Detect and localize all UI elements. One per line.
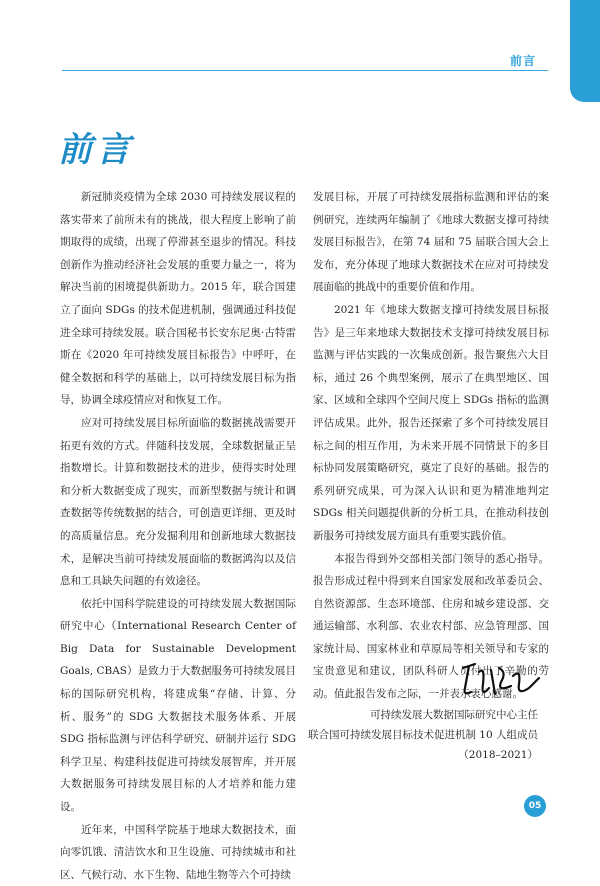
chapter-side-tab — [570, 0, 600, 102]
paragraph: 本报告得到外交部相关部门领导的悉心指导。报告形成过程中得到来自国家发展和改革委员会、自然资源部、生态环境部、住房和城乡建设部、交通运输部、水利部、农业农村部、应急管理部、国家统计局、国家林业和草原局等相关领导和专家的宝贵意见和建议，团队科研人员付出了辛勤的劳动。值此报告发布之际，一并表示衷心感谢。 — [313, 552, 549, 701]
right-column — [313, 186, 549, 706]
paragraph: 发展目标，开展了可持续发展指标监测和评估的案例研究，连续两年编制了《地球大数据支撑可持续发展目标报告》，在第 74 届和 75 届联合国大会上发布，充分体现了地球大数据技术在应对可持续发展面临的挑战中的重要价值和作用。 — [313, 191, 549, 294]
signoff-title: 可持续发展大数据国际研究中心主任 — [370, 709, 538, 721]
running-header: 前言 — [510, 54, 537, 68]
paragraph: 新冠肺炎疫情为全球 2030 可持续发展议程的落实带来了前所未有的挑战，很大程度上影响了前期取得的成绩，出现了停滞甚至退步的情况。科技创新作为推动经济社会发展的重要力量之一，将为解决当前的困境提供新助力。2015 年，联合国建立了面向 SDGs 的技术促进机制，强调通过科技促进全球可持续发展。联合国秘书长安东尼奥·古特雷斯在《2020 年可持续发展目标报告》中呼吁，在健全数据和科学的基础上，以可持续发展目标为指导，协调全球疫情应对和恢复工作。 — [60, 191, 296, 407]
page-number: 05 — [524, 795, 546, 817]
paragraph: 近年来，中国科学院基于地球大数据技术，面向零饥饿、清洁饮水和卫生设施、可持续城市和社区、气候行动、水下生物、陆地生物等六个可持续 — [60, 823, 296, 881]
paragraph: 依托中国科学院建设的可持续发展大数据国际研究中心（International Research Center of Big Data for Sustainable Development Goals, CBAS）是致力于大数据服务可持续发展目标的国际研究机构，将建成集“存储、计算、分析、服务”的 SDG 大数据技术服务体系、开展 SDG 指标监测与评估科学研究、研制并运行 SDG 科学卫星、构建科技促进可持续发展智库，并开展大数据服务可持续发展目标的人才培养和能力建设。 — [60, 597, 296, 814]
signoff-years: （2018–2021） — [458, 749, 538, 761]
paragraph: 2021 年《地球大数据支撑可持续发展目标报告》是三年来地球大数据技术支撑可持续发展目标监测与评估实践的一次集成创新。报告聚焦六大目标，通过 26 个典型案例，展示了在典型地区、国家、区域和全球四个空间尺度上 SDGs 指标的监测评估成果。此外，报告还探索了多个可持续发展目标之间的相互作用，为未来开展不同情景下的多目标协同发展策略研究，奠定了良好的基础。报告的系列研究成果，可为深入认识和更为精准地判定 SDGs 相关问题提供新的分析工具，在推动科技创新服务可持续发展方面具有重要实践价值。 — [313, 303, 549, 542]
header-divider — [62, 70, 548, 71]
left-column — [60, 186, 296, 886]
page-title: 前言 — [58, 130, 134, 170]
signoff-block — [308, 705, 538, 765]
handwritten-signature — [455, 658, 545, 708]
paragraph: 应对可持续发展目标所面临的数据挑战需要开拓更有效的方式。伴随科技发展，全球数据量正呈指数增长。计算和数据技术的进步，使得实时处理和分析大数据变成了现实，而新型数据与统计和调查数据等传统数据的结合，可创造更详细、更及时的高质量信息。充分发掘利用和创新地球大数据技术，是解决当前可持续发展面临的数据鸿沟以及信息和工具缺失问题的有效途径。 — [60, 416, 296, 588]
signoff-role: 联合国可持续发展目标技术促进机制 10 人组成员 — [307, 729, 538, 741]
